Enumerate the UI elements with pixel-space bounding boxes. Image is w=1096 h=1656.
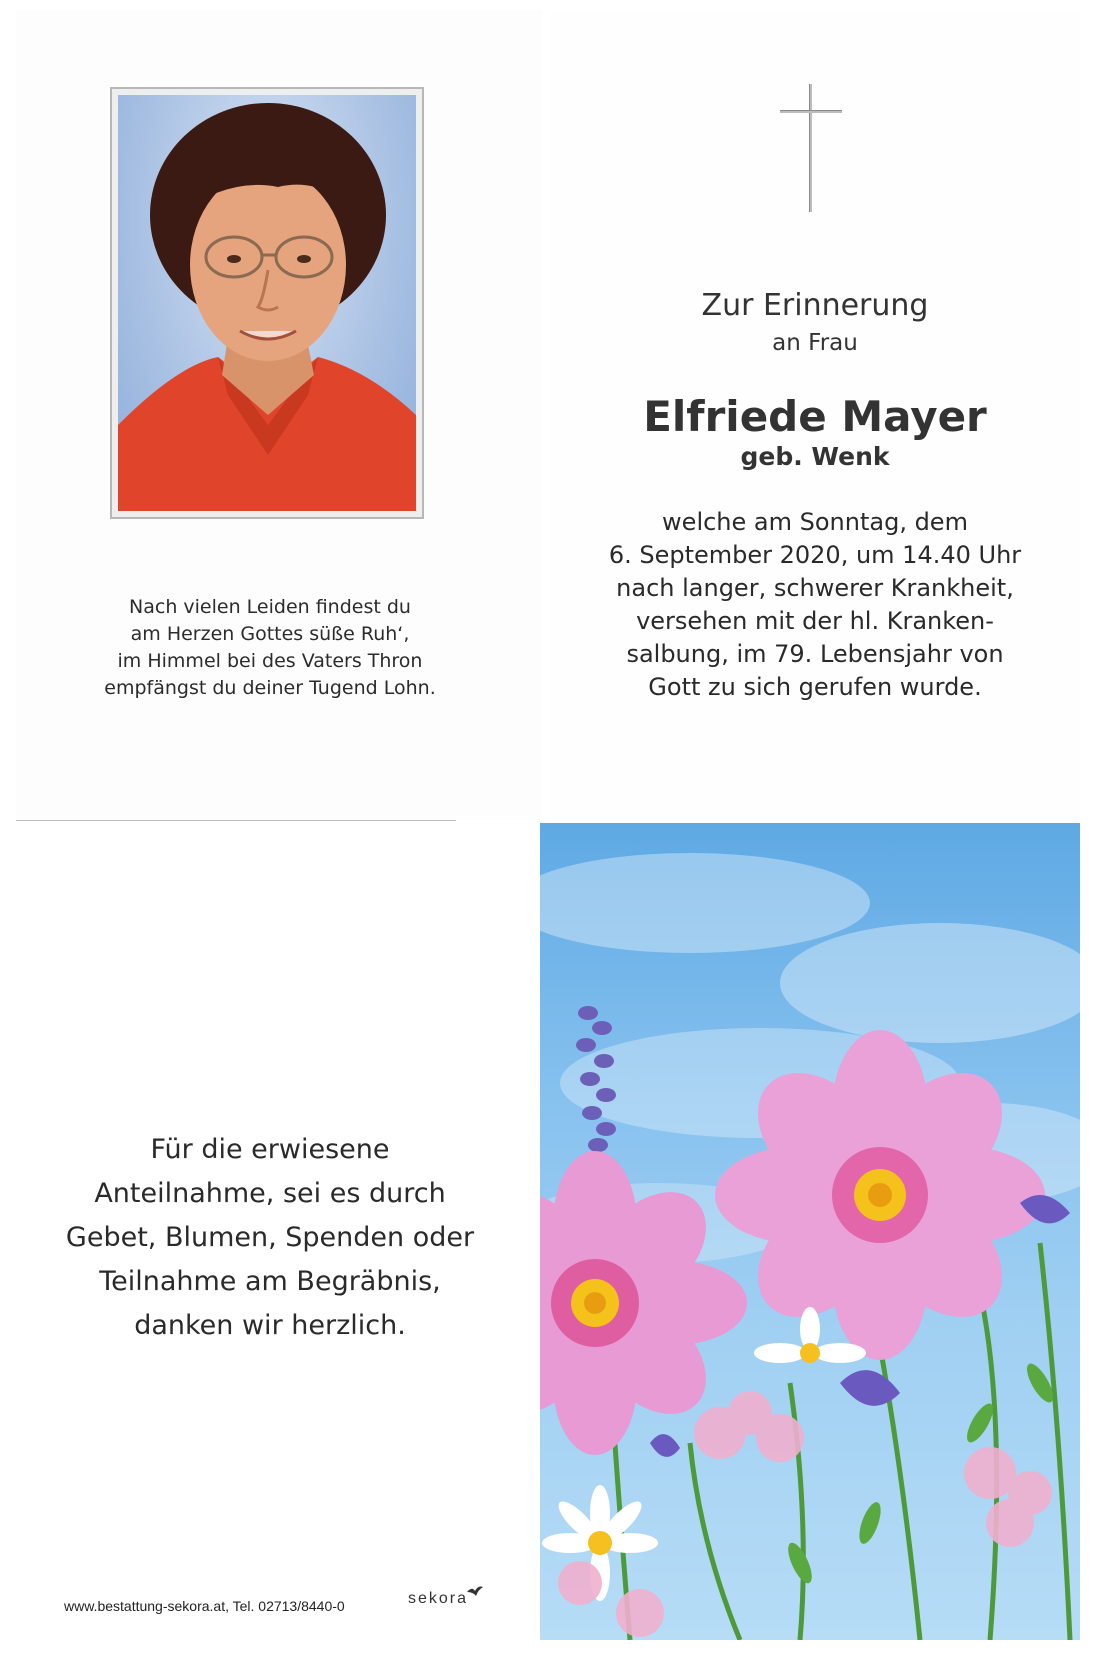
verse-line: am Herzen Gottes süße Ruh‘, [130, 623, 410, 645]
footer-contact: www.bestattung-sekora.at, Tel. 02713/8440-0 [64, 1598, 345, 1614]
death-line: nach langer, schwerer Krankheit, [616, 574, 1014, 602]
thanks-line: Anteilnahme, sei es durch [94, 1178, 446, 1209]
flower-illustration [540, 823, 1080, 1640]
death-line: versehen mit der hl. Kranken- [636, 607, 994, 635]
death-line: 6. September 2020, um 14.40 Uhr [608, 541, 1022, 569]
sekora-logo: sekora [408, 1590, 469, 1607]
maiden-name: geb. Wenk [740, 442, 890, 471]
portrait-photo [118, 95, 416, 511]
thanks-text [60, 1128, 480, 1348]
verse-line: im Himmel bei des Vaters Thron [117, 650, 423, 672]
deceased-name: Elfriede Mayer [643, 392, 987, 441]
thanks-line: Für die erwiesene [150, 1134, 390, 1165]
death-line: salbung, im 79. Lebensjahr von [626, 640, 1004, 668]
death-notice-text [600, 506, 1030, 704]
death-line: Gott zu sich gerufen wurde. [648, 673, 982, 701]
portrait-frame [110, 87, 424, 519]
verse-text [70, 594, 470, 702]
thanks-line: danken wir herzlich. [134, 1310, 406, 1341]
thanks-line: Gebet, Blumen, Spenden oder [65, 1222, 475, 1253]
verse-line: empfängst du deiner Tugend Lohn. [104, 677, 436, 699]
memory-subtitle: an Frau [772, 330, 858, 356]
fold-divider [16, 820, 456, 821]
thanks-line: Teilnahme am Begräbnis, [99, 1266, 441, 1297]
portrait-icon [118, 95, 416, 511]
cross-icon [780, 84, 842, 212]
death-line: welche am Sonntag, dem [662, 508, 968, 536]
verse-line: Nach vielen Leiden findest du [129, 596, 411, 618]
flower-meadow-image [540, 823, 1080, 1640]
memory-title: Zur Erinnerung [701, 288, 929, 323]
bird-icon [466, 1584, 484, 1598]
